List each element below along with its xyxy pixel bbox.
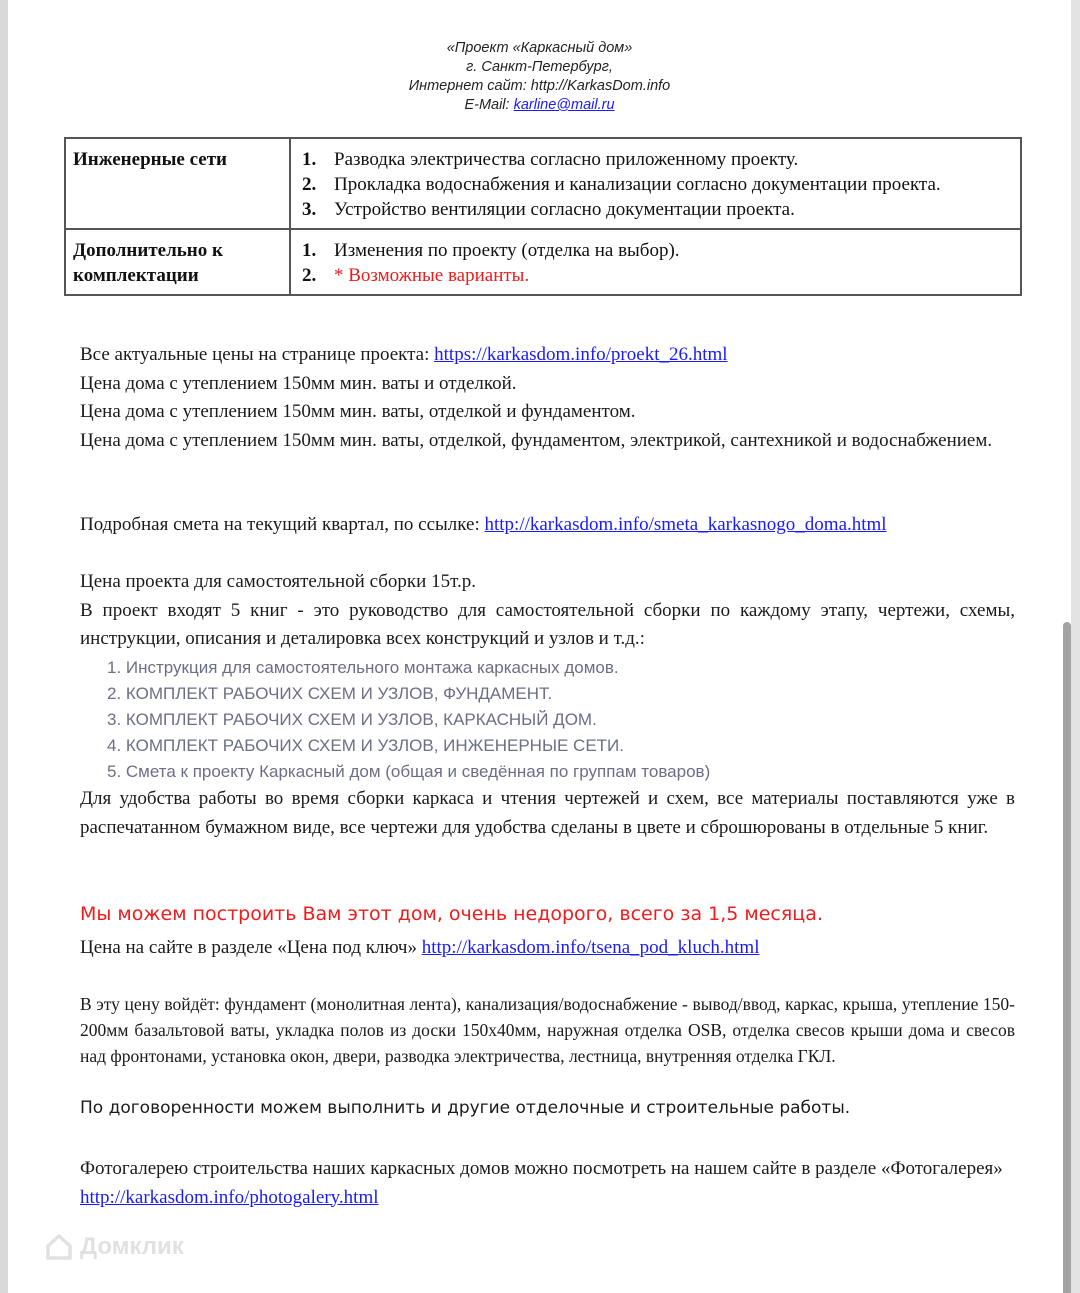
project-section — [80, 568, 1015, 654]
document-page — [8, 0, 1071, 1293]
email-link[interactable]: karline@mail.ru — [513, 97, 615, 113]
gallery-link[interactable]: http://karkasdom.info/photogalery.html — [80, 1186, 379, 1208]
row-content — [290, 229, 1021, 295]
house-icon — [44, 1232, 74, 1262]
row-label: Инженерные сети — [65, 138, 290, 229]
scrollbar-thumb[interactable] — [1063, 622, 1071, 1293]
table-row — [65, 138, 1021, 229]
price-line: Цена дома с утеплением 150мм мин. ваты, отделкой, фундаментом, электрикой, сантехникой и водоснабжением. — [80, 429, 993, 451]
list-item: 1. Разводка электричества согласно приложенному проекту. — [302, 149, 799, 170]
header-email — [8, 96, 1071, 115]
header-city: г. Санкт-Петербург, — [466, 59, 613, 75]
list-item: 3. Устройство вентиляции согласно документации проекта. — [302, 199, 795, 220]
header-project-title: «Проект «Каркасный дом» — [446, 40, 633, 56]
list-item: 2. * Возможные варианты. — [302, 265, 530, 286]
book-item: 4. КОМПЛЕКТ РАБОЧИХ СХЕМ И УЗЛОВ, ИНЖЕНЕРНЫЕ СЕТИ. — [107, 736, 624, 755]
list-item: 1. Изменения по проекту (отделка на выбор). — [302, 240, 680, 261]
turnkey-price-link[interactable]: http://karkasdom.info/tsena_pod_kluch.html — [421, 937, 760, 958]
book-item: 5. Смета к проекту Каркасный дом (общая и сведённая по группам товаров) — [107, 762, 711, 781]
email-label: E-Mail: — [464, 97, 514, 113]
turnkey-promo: Мы можем построить Вам этот дом, очень недорого, всего за 1,5 месяца. — [80, 903, 823, 925]
scrollbar-track[interactable] — [1071, 0, 1080, 1293]
table-row — [65, 229, 1021, 295]
document-header — [8, 39, 1071, 115]
delivery-paragraph: Для удобства работы во время сборки каркаса и чтения чертежей и схем, все материалы поставляются уже в распечатанном бумажном виде, все чертежи для удобства сделаны в цвете и сброшюрованы в отдельные 5 книг. — [80, 788, 1015, 838]
specification-table — [64, 137, 1022, 296]
project-description: В проект входят 5 книг - это руководство для самостоятельной сборки по каждому этапу, чертежи, схемы, инструкции, описания и деталировка всех конструкций и узлов и т.д.: — [80, 599, 1015, 649]
row-content — [290, 138, 1021, 229]
project-page-link[interactable]: https://karkasdom.info/proekt_26.html — [434, 344, 728, 365]
price-line: Цена дома с утеплением 150мм мин. ваты и отделкой. — [80, 372, 517, 394]
prices-intro: Все актуальные цены на странице проекта: https://karkasdom.info/proekt_26.html — [80, 344, 728, 365]
turnkey-includes: В эту цену войдёт: фундамент (монолитная лента), канализация/водоснабжение - вывод/ввод, каркас, крыша, утепление 150-200мм базальтовой ваты, укладка полов из доски 150х40мм, наружная отделка OSB, отделка свесов крыши дома и свесов над фронтонами, установка окон, двери, разводка электричества, лестница, внутренняя отделка ГКЛ. — [80, 994, 1015, 1066]
book-item: 3. КОМПЛЕКТ РАБОЧИХ СХЕМ И УЗЛОВ, КАРКАСНЫЙ ДОМ. — [107, 710, 597, 729]
watermark-label: Домклик — [80, 1233, 184, 1260]
price-line: Цена дома с утеплением 150мм мин. ваты, отделкой и фундаментом. — [80, 401, 636, 422]
prices-section — [80, 341, 1015, 455]
books-list — [107, 655, 907, 785]
estimate-link[interactable]: http://karkasdom.info/smeta_karkasnogo_doma.html — [484, 514, 887, 535]
turnkey-price-line: Цена на сайте в разделе «Цена под ключ» http://karkasdom.info/tsena_pod_kluch.html — [80, 937, 760, 958]
book-item: 1. Инструкция для самостоятельного монтажа каркасных домов. — [107, 658, 619, 677]
row-label: Дополнительно к комплектации — [65, 229, 290, 295]
project-price: Цена проекта для самостоятельной сборки 15т.р. — [80, 571, 476, 592]
list-item: 2. Прокладка водоснабжения и канализации согласно документации проекта. — [302, 174, 941, 195]
gallery-paragraph: Фотогалерею строительства наших каркасных домов можно посмотреть на нашем сайте в разделе «Фотогалерея» http://karkasdom.info/photogalery.html — [80, 1158, 1003, 1208]
header-website: Интернет сайт: http://KarkasDom.info — [408, 78, 671, 94]
book-item: 2. КОМПЛЕКТ РАБОЧИХ СХЕМ И УЗЛОВ, ФУНДАМЕНТ. — [107, 684, 553, 703]
domclick-watermark — [44, 1232, 184, 1262]
variants-note: * Возможные варианты. — [334, 265, 530, 286]
turnkey-agreement: По договоренности можем выполнить и другие отделочные и строительные работы. — [80, 1098, 851, 1118]
estimate-line: Подробная смета на текущий квартал, по ссылке: http://karkasdom.info/smeta_karkasnogo_doma.html — [80, 514, 887, 535]
